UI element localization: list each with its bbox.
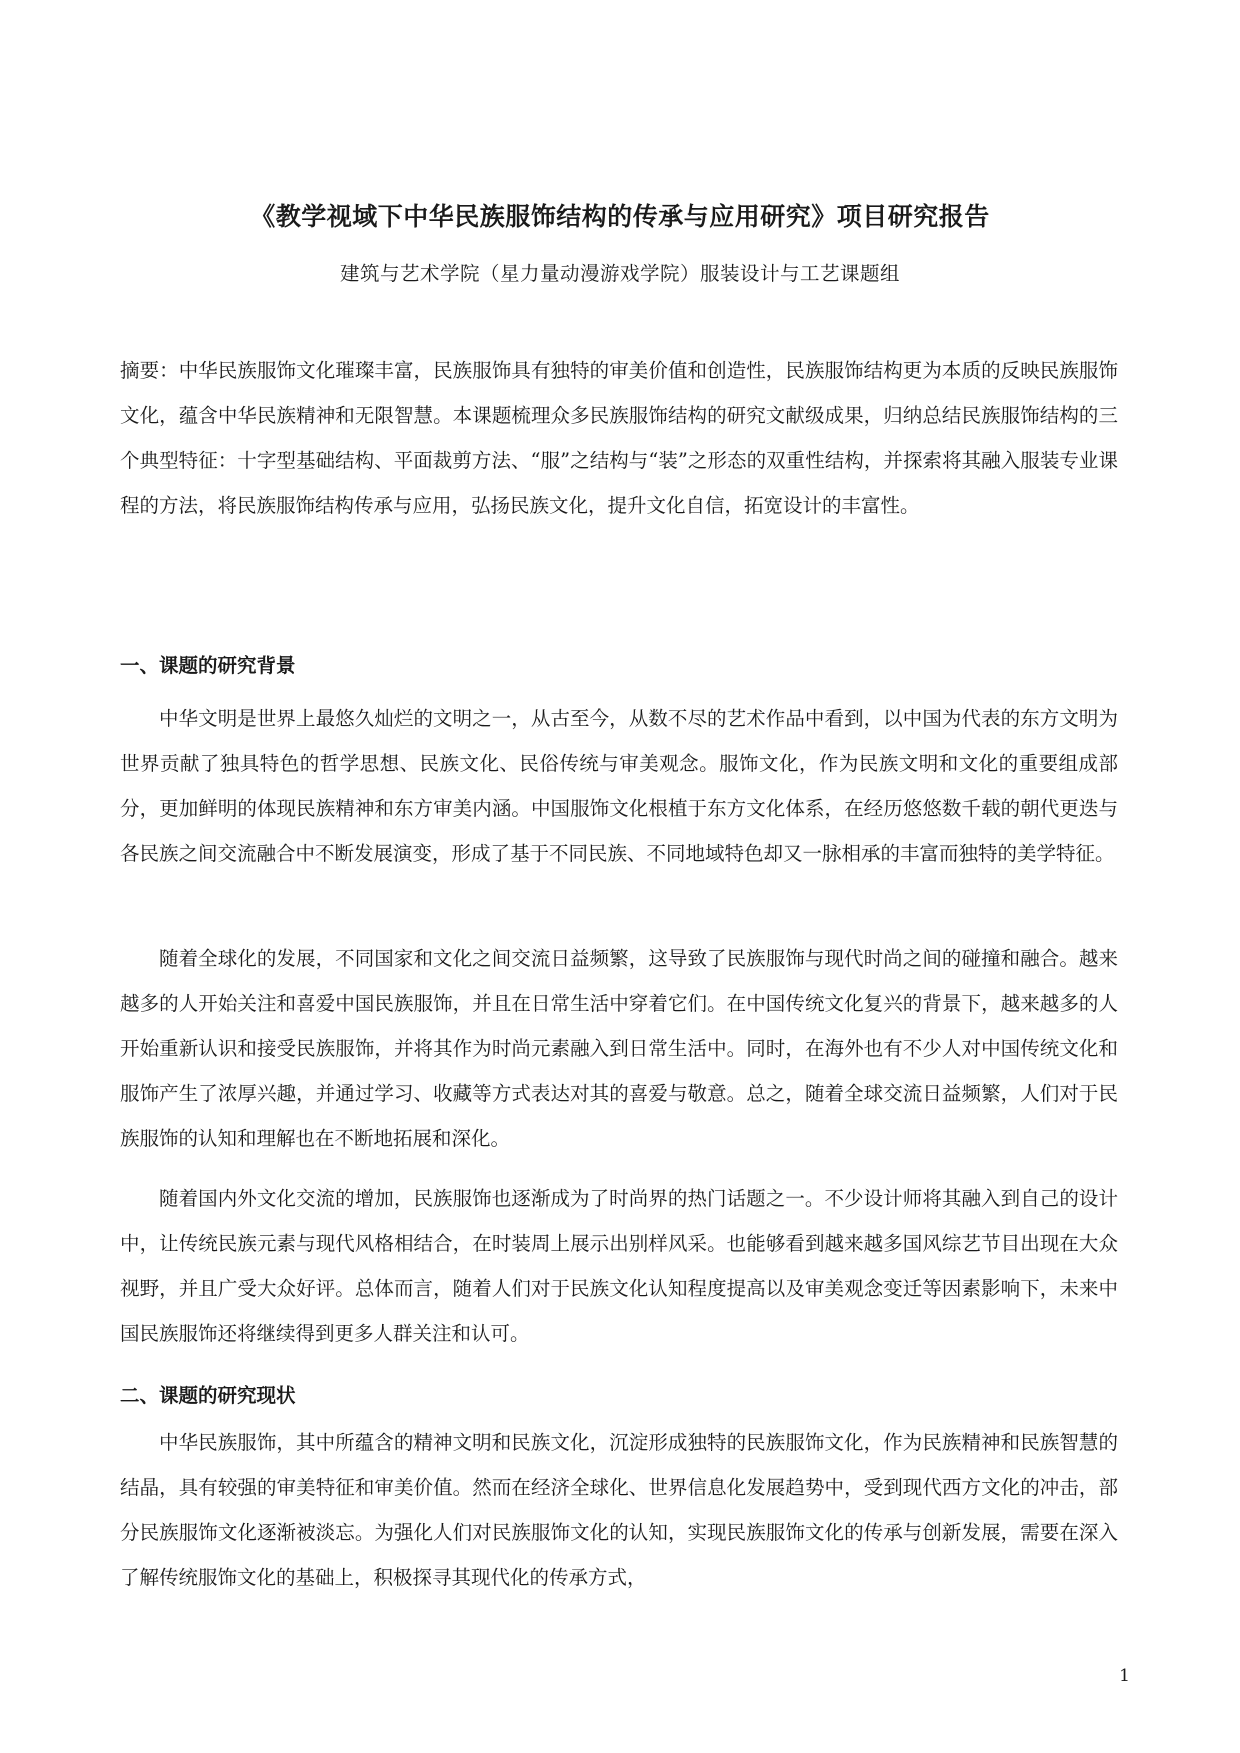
page-number: 1: [1119, 1666, 1130, 1686]
document-subtitle: 建筑与艺术学院（星力量动漫游戏学院）服装设计与工艺课题组: [339, 262, 900, 285]
body-paragraph: 中华文明是世界上最悠久灿烂的文明之一，从古至今，从数不尽的艺术作品中看到，以中国为代表的东方文明为世界贡献了独具特色的哲学思想、民族文化、民俗传统与审美观念。服饰文化，作为民族文明和文化的重要组成部分，更加鲜明的体现民族精神和东方审美内涵。中国服饰文化根植于东方文化体系，在经历悠悠数千载的朝代更迭与各民族之间交流融合中不断发展演变，形成了基于不同民族、不同地域特色却又一脉相承的丰富而独特的美学特征。: [120, 707, 1118, 865]
document-title: 《教学视域下中华民族服饰结构的传承与应用研究》项目研究报告: [250, 202, 990, 231]
body-paragraph: 随着国内外文化交流的增加，民族服饰也逐渐成为了时尚界的热门话题之一。不少设计师将其融入到自己的设计中，让传统民族元素与现代风格相结合，在时装周上展示出别样风采。也能够看到越来越多国风综艺节目出现在大众视野，并且广受大众好评。总体而言，随着人们对于民族文化认知程度提高以及审美观念变迁等因素影响下，未来中国民族服饰还将继续得到更多人群关注和认可。: [120, 1187, 1118, 1345]
section-heading-research-status: 二、课题的研究现状: [120, 1384, 296, 1407]
abstract-paragraph: 摘要：中华民族服饰文化璀璨丰富，民族服饰具有独特的审美价值和创造性，民族服饰结构更为本质的反映民族服饰文化，蕴含中华民族精神和无限智慧。本课题梳理众多民族服饰结构的研究文献级成果，归纳总结民族服饰结构的三个典型特征：十字型基础结构、平面裁剪方法、“服”之结构与“装”之形态的双重性结构，并探索将其融入服装专业课程的方法，将民族服饰结构传承与应用，弘扬民族文化，提升文化自信，拓宽设计的丰富性。: [120, 359, 1118, 517]
body-paragraph: 随着全球化的发展，不同国家和文化之间交流日益频繁，这导致了民族服饰与现代时尚之间的碰撞和融合。越来越多的人开始关注和喜爱中国民族服饰，并且在日常生活中穿着它们。在中国传统文化复兴的背景下，越来越多的人开始重新认识和接受民族服饰，并将其作为时尚元素融入到日常生活中。同时，在海外也有不少人对中国传统文化和服饰产生了浓厚兴趣，并通过学习、收藏等方式表达对其的喜爱与敬意。总之，随着全球交流日益频繁，人们对于民族服饰的认知和理解也在不断地拓展和深化。: [120, 947, 1118, 1150]
section-heading-research-background: 一、课题的研究背景: [120, 654, 296, 677]
body-paragraph: 中华民族服饰，其中所蕴含的精神文明和民族文化，沉淀形成独特的民族服饰文化，作为民族精神和民族智慧的结晶，具有较强的审美特征和审美价值。然而在经济全球化、世界信息化发展趋势中，受到现代西方文化的冲击，部分民族服饰文化逐渐被淡忘。为强化人们对民族服饰文化的认知，实现民族服饰文化的传承与创新发展，需要在深入了解传统服饰文化的基础上，积极探寻其现代化的传承方式，: [120, 1431, 1118, 1589]
